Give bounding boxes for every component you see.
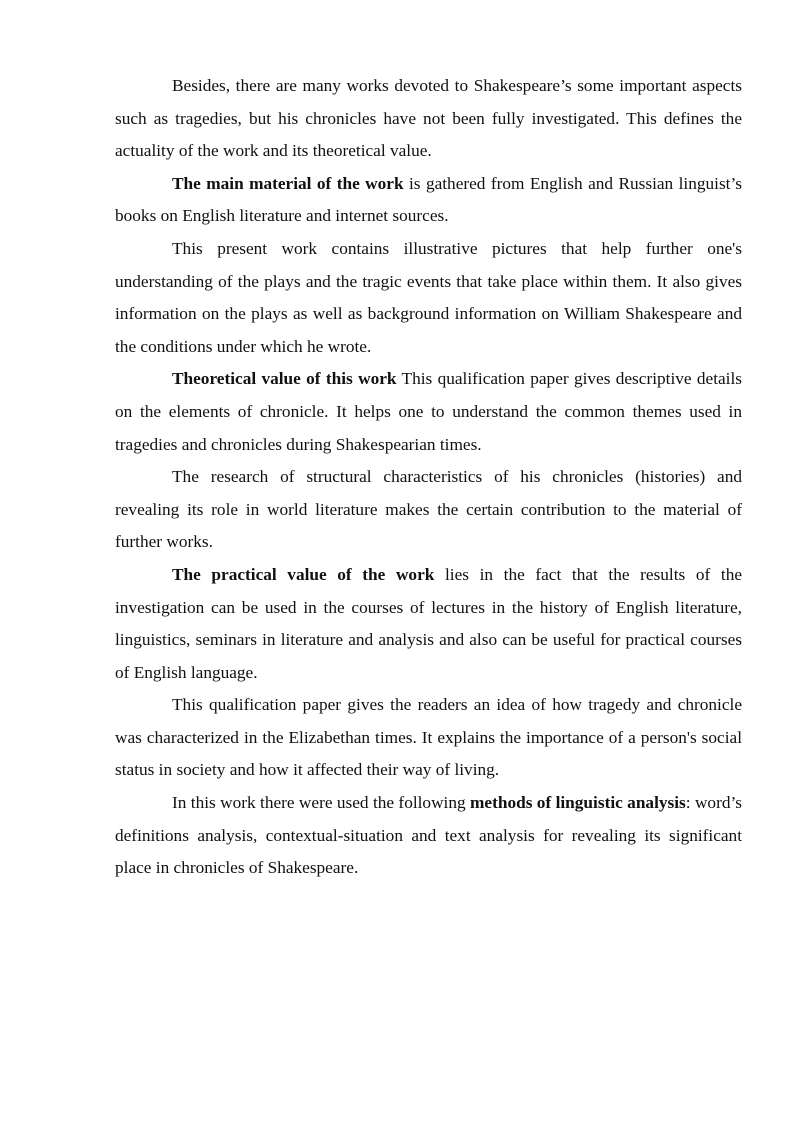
paragraph-bold-lead: The practical value of the work (172, 564, 435, 584)
paragraph-research (115, 461, 742, 559)
paragraph-text: The research of structural characteristics of his chronicles (histories) and revealing its role in world literature makes the certain contribution to the material of further works. (115, 467, 742, 552)
paragraph-text: This qualification paper gives the readers an idea of how tragedy and chronicle was characterized in the Elizabethan times. It explains the importance of a person's social status in society and how it affected their way of living. (115, 695, 742, 780)
paragraph-text: : word’s definitions analysis, contextual-situation and text analysis for revealing its significant place in chronicles of Shakespeare. (115, 793, 742, 878)
paragraph-text: This qualification paper gives descriptive details on the elements of chronicle. It helps one to understand the common themes used in tragedies and chronicles during Shakespearian times. (115, 369, 743, 454)
body-text (115, 70, 742, 885)
paragraph-text: is gathered from English and Russian linguist’s books on English literature and internet sources. (115, 173, 742, 226)
paragraph-elizabethan (115, 689, 742, 787)
paragraph-bold-lead: Theoretical value of this work (172, 369, 397, 389)
paragraph-methods (115, 787, 742, 885)
paragraph-theoretical-value (115, 363, 742, 461)
paragraph-bold-term: methods of linguistic analysis (470, 793, 686, 813)
paragraph-text: lies in the fact that the results of the investigation can be used in the courses of lectures in the history of English literature, linguistics, seminars in literature and analysis and also can be useful for practical courses of English language. (115, 564, 743, 682)
paragraph-bold-lead: The main material of the work (172, 173, 404, 193)
paragraph-illustrations (115, 233, 742, 363)
paragraph-main-material (115, 168, 742, 233)
paragraph-text: This present work contains illustrative pictures that help further one's understanding of the plays and the tragic events that take place within them. It also gives information on the plays as well as background information on William Shakespeare and the conditions under which he wrote. (115, 238, 742, 356)
paragraph-prefix: In this work there were used the following (172, 793, 471, 813)
paragraph-practical-value (115, 559, 742, 689)
paragraph-actuality (115, 70, 742, 168)
paragraph-text: Besides, there are many works devoted to Shakespeare’s some important aspects such as tragedies, but his chronicles have not been fully investigated. This defines the actuality of the work and its theoretical value. (115, 76, 742, 161)
